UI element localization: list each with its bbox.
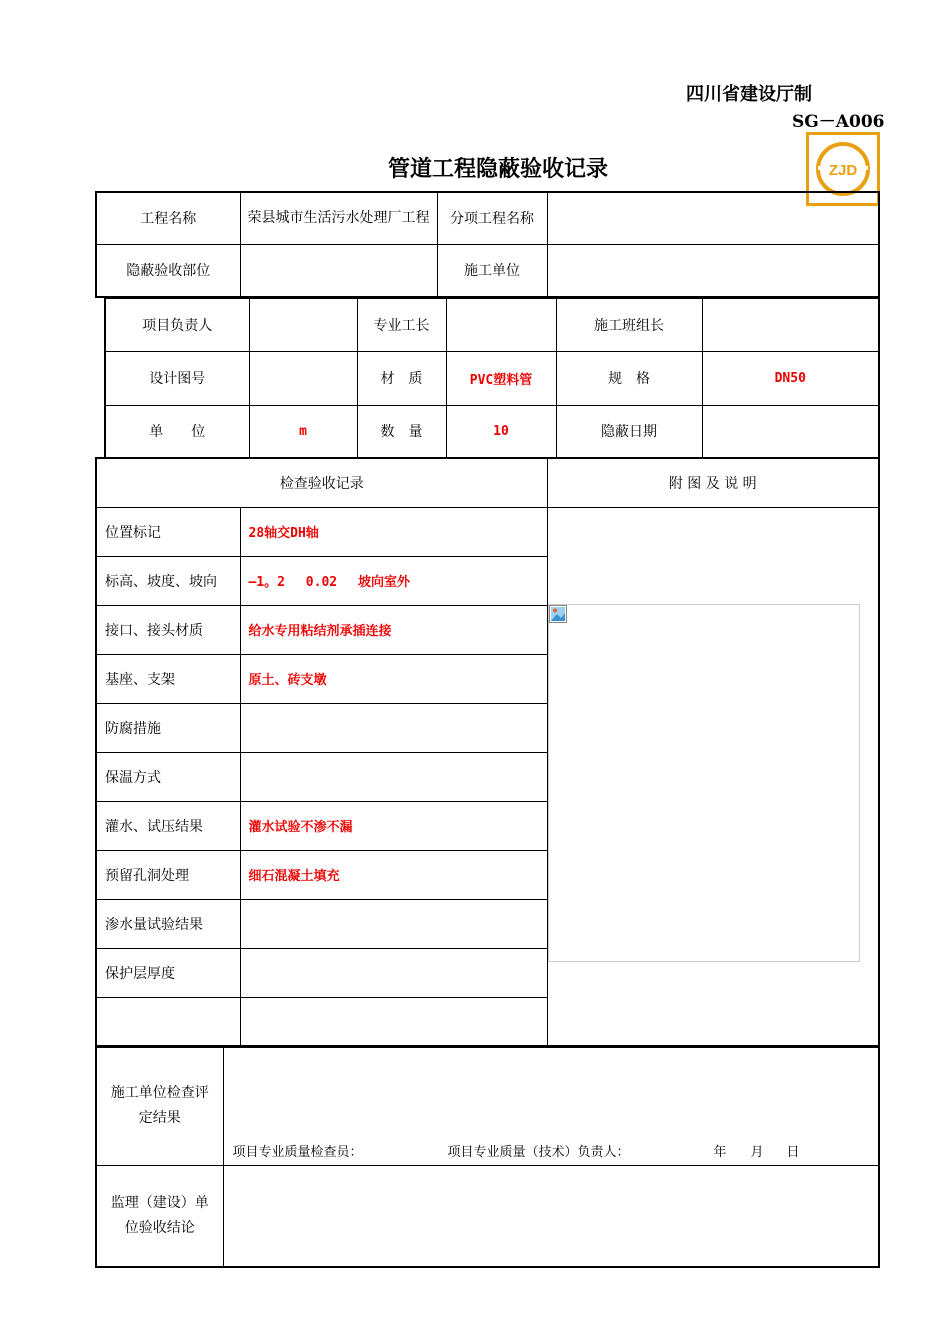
inspection-label: 标高、坡度、坡向 <box>96 556 240 605</box>
value-subproject-name <box>547 192 879 244</box>
value-spec: DN50 <box>702 351 879 405</box>
inspection-value <box>240 899 547 948</box>
label-subproject-name: 分项工程名称 <box>437 192 547 244</box>
quality-manager-label: 项目专业质量（技术）负责人： <box>447 1144 630 1160</box>
label-spec: 规 格 <box>556 351 702 405</box>
inspection-value <box>240 997 547 1046</box>
inspection-label: 保温方式 <box>96 752 240 801</box>
label-drawing-no: 设计图号 <box>105 351 249 405</box>
inspection-label <box>96 997 240 1046</box>
value-team-leader <box>702 298 879 351</box>
personnel-material-table <box>104 297 880 459</box>
attachment-image <box>548 604 860 962</box>
label-unit: 单 位 <box>105 405 249 458</box>
attachment-header: 附 图 及 说 明 <box>547 458 879 507</box>
value-project-leader <box>249 298 357 351</box>
value-construction-unit <box>547 244 879 297</box>
label-team-leader: 施工班组长 <box>556 298 702 351</box>
page-title: 管道工程隐蔽验收记录 <box>387 157 608 182</box>
inspection-label: 防腐措施 <box>96 703 240 752</box>
form-number: SG－A006 <box>792 112 885 132</box>
value-foreman <box>446 298 556 351</box>
inspection-value <box>240 703 547 752</box>
inspection-label: 预留孔洞处理 <box>96 850 240 899</box>
inspection-label: 基座、支架 <box>96 654 240 703</box>
inspection-value <box>240 948 547 997</box>
quality-inspector-label: 项目专业质量检查员： <box>232 1144 363 1160</box>
construction-result-label: 施工单位检查评定结果 <box>96 1047 223 1165</box>
supervision-conclusion-label: 监理（建设）单位验收结论 <box>96 1165 223 1267</box>
inspection-header: 检查验收记录 <box>96 458 547 507</box>
value-hidden-part <box>240 244 437 297</box>
value-quantity: 10 <box>446 405 556 458</box>
broken-image-icon <box>549 605 567 623</box>
label-construction-unit: 施工单位 <box>437 244 547 297</box>
conclusion-table <box>95 1046 880 1268</box>
inspection-label: 保护层厚度 <box>96 948 240 997</box>
inspection-value: 28轴交DH轴 <box>240 507 547 556</box>
inspection-label: 接口、接头材质 <box>96 605 240 654</box>
year-label: 年 <box>713 1144 727 1160</box>
inspection-value: —1。2 0.02 坡向室外 <box>240 556 547 605</box>
label-project-leader: 项目负责人 <box>105 298 249 351</box>
month-label: 月 <box>750 1144 764 1160</box>
inspection-value <box>240 752 547 801</box>
label-hidden-date: 隐蔽日期 <box>556 405 702 458</box>
day-label: 日 <box>786 1144 800 1160</box>
label-quantity: 数 量 <box>357 405 446 458</box>
inspection-value: 灌水试验不渗不漏 <box>240 801 547 850</box>
value-hidden-date <box>702 405 879 458</box>
value-drawing-no <box>249 351 357 405</box>
supervision-conclusion-area <box>223 1165 879 1267</box>
inspection-value: 原土、砖支墩 <box>240 654 547 703</box>
label-material: 材 质 <box>357 351 446 405</box>
inspection-label: 位置标记 <box>96 507 240 556</box>
inspection-label: 渗水量试验结果 <box>96 899 240 948</box>
value-unit: m <box>249 405 357 458</box>
inspection-label: 灌水、试压结果 <box>96 801 240 850</box>
label-foreman: 专业工长 <box>357 298 446 351</box>
value-project-name: 荣县城市生活污水处理厂工程 <box>240 192 437 244</box>
construction-result-area <box>223 1047 879 1165</box>
issuer: 四川省建设厅制 <box>686 84 812 105</box>
inspection-value: 给水专用粘结剂承插连接 <box>240 605 547 654</box>
label-project-name: 工程名称 <box>96 192 240 244</box>
project-info-table <box>95 191 880 298</box>
label-hidden-part: 隐蔽验收部位 <box>96 244 240 297</box>
logo-text: ZJD <box>828 162 858 179</box>
inspection-value: 细石混凝土填充 <box>240 850 547 899</box>
value-material: PVC塑料管 <box>446 351 556 405</box>
